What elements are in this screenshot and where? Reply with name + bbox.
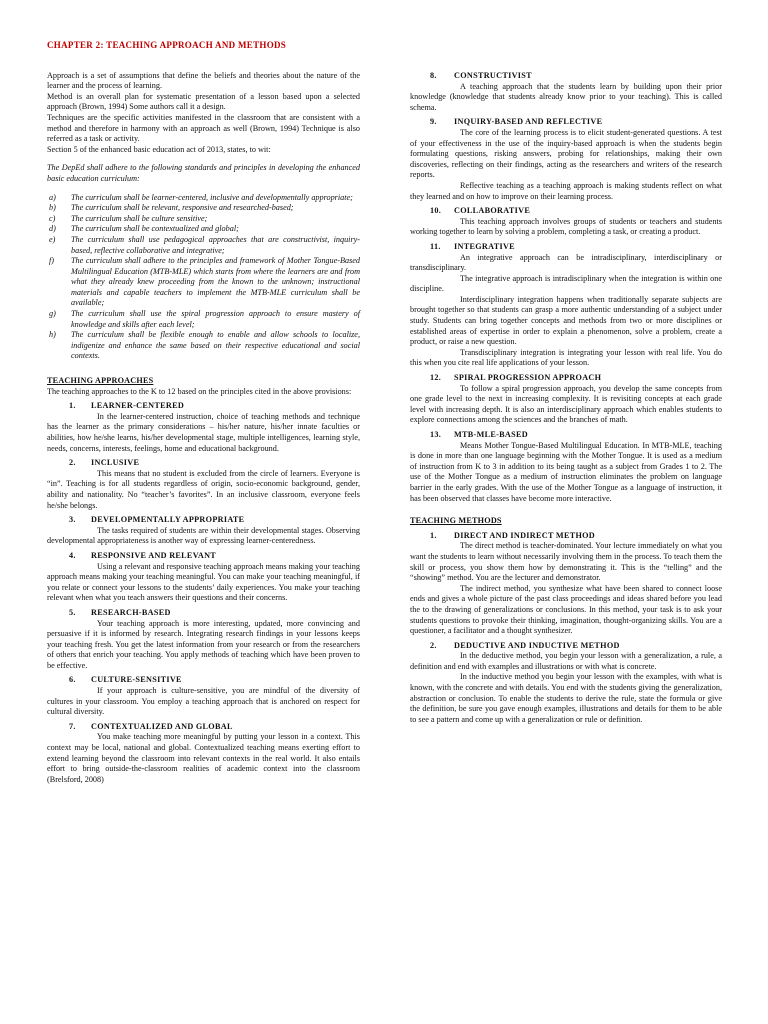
numbered-item <box>410 641 722 726</box>
item-paragraph: The core of the learning process is to elicit student-generated questions. A test of your effectiveness in the use of the inquiry-based approach is when the students begin formulating questions, risking answers, probing for relationships, making their own discoveries, reflecting on their findings, acting as the researchers and writers of the research reports. <box>410 127 722 180</box>
item-title: COLLABORATIVE <box>454 206 531 216</box>
numbered-item <box>47 608 360 672</box>
list-text: The curriculum shall be culture sensitive; <box>71 213 208 223</box>
numbered-item <box>47 551 360 604</box>
item-paragraph: Your teaching approach is more interesting, updated, more convincing and persuasive if it is informed by research. Integrating research findings in your lessons keeps your teaching fresh. You get the latest information from your research or from the researchers of others that enrich your teaching. You apply methods of teaching which have been proven to be effective. <box>47 618 360 670</box>
numbered-item <box>410 117 722 202</box>
item-number: 13. <box>430 430 442 439</box>
item-paragraph: Means Mother Tongue-Based Multilingual Education. In MTB-MLE, teaching is done in more than one language beginning with the Mother Tongue. It is used as a medium of instruction from K to 3 in addition to its being taught as a subject from Grades 1 to 2. The use of the Mother Tongue as a medium of instruction eliminates the problem on language barrier in the early grades. With the use of the Mother Tongue as a language of instruction, it has been observed that classes have become more interactive. <box>410 440 722 503</box>
item-paragraph: You make teaching more meaningful by putting your lesson in a context. This context may be local, national and global. Contextualized teaching means exerting effort to extend learning beyond the classroom into relevant contexts in the real world. It also entails effort to bring outside-the-classroom realities of academic context into the classroom (Brelsford, 2008) <box>47 732 360 784</box>
item-number: 9. <box>430 117 437 127</box>
list-item <box>47 224 360 235</box>
item-heading <box>47 675 360 686</box>
numbered-item <box>47 515 360 547</box>
item-number: 5. <box>69 607 76 617</box>
item-number: 6. <box>69 675 76 685</box>
list-text: The curriculum shall be learner-centered, inclusive and developmentally appropriate; <box>71 192 353 202</box>
chapter-title: CHAPTER 2: TEACHING APPROACH AND METHODS <box>47 40 287 50</box>
list-item <box>47 193 360 204</box>
list-letter: h) <box>49 330 56 340</box>
item-number: 8. <box>430 71 437 80</box>
list-item <box>47 330 360 362</box>
item-number: 12. <box>430 373 442 383</box>
item-paragraph: Using a relevant and responsive teaching approach means making your teaching approach means making your teaching meaningful. You can make your teaching meaningful, if you relate or connect your lessons to the students’ daily experiences. You make your teaching relevant when what you teach answers their questions and their concerns. <box>47 561 360 603</box>
numbered-item <box>410 206 722 238</box>
item-paragraph: This means that no student is excluded from the circle of learners. Everyone is “in”. Teaching is for all students regardless of origin, socio-economic background, gender, ability and nationality. No “teacher’s favorites”. In an inclusive classroom, everyone feels he/she belongs. <box>47 468 360 510</box>
list-text: The curriculum shall use the spiral progression approach to ensure mastery of knowledge and skills after each level; <box>71 309 360 329</box>
item-heading <box>47 722 360 733</box>
numbered-item <box>47 401 360 454</box>
item-heading <box>410 531 722 542</box>
numbered-item <box>410 71 722 113</box>
list-text: The curriculum shall be contextualized and global; <box>71 224 239 234</box>
left-column <box>47 40 360 785</box>
item-title: RESEARCH-BASED <box>91 607 171 617</box>
item-number: 1. <box>69 401 76 411</box>
approaches-intro: The teaching approaches to the K to 12 based on the principles cited in the above provisions: <box>47 386 352 396</box>
numbered-item <box>410 242 722 369</box>
item-paragraph: Reflective teaching as a teaching approach is making students reflect on what they learned and on how to improve on their learning process. <box>410 180 722 201</box>
item-number: 3. <box>69 515 76 525</box>
item-paragraph: A teaching approach that the students learn by building upon their prior knowledge (knowledge that students already know prior to your teaching). This is called schema. <box>410 81 722 112</box>
item-paragraph: If your approach is culture-sensitive, you are mindful of the diversity of cultures in your classroom. You employ a teaching approach that is anchored on respect for cultural diversity. <box>47 686 360 717</box>
item-paragraph: This teaching approach involves groups of students or teachers and students working together to learn by solving a problem, completing a task, or creating a product. <box>410 216 722 237</box>
standards-list <box>47 193 360 363</box>
item-title: SPIRAL PROGRESSION APPROACH <box>454 373 602 383</box>
item-title: DIRECT AND INDIRECT METHOD <box>454 530 596 540</box>
item-number: 10. <box>430 206 442 216</box>
list-item <box>47 214 360 225</box>
item-paragraph: In the inductive method you begin your lesson with the examples, with what is known, with the concrete and with details. You end with the students giving the generalization, abstraction or conclusion. To enable the students to derive the rule, state the formula or give the definition, be sure you gave enough examples, illustrations and details for them to be able to see a pattern and come up with a generalization or rule or definition. <box>410 672 722 724</box>
intro-paragraph: Approach is a set of assumptions that define the beliefs and theories about the nature of the learner and the process of learning. <box>47 70 360 91</box>
item-title: LEARNER-CENTERED <box>91 401 185 411</box>
item-paragraph: In the deductive method, you begin your lesson with a generalization, a rule, a definition and end with examples and illustrations or with what is concrete. <box>410 651 722 671</box>
item-title: DEVELOPMENTALLY APPROPRIATE <box>91 515 245 525</box>
item-paragraph: An integrative approach can be intradisciplinary, interdisciplinary or transdisciplinary. <box>410 252 722 273</box>
list-letter: a) <box>49 192 56 202</box>
item-title: INTEGRATIVE <box>454 241 515 251</box>
item-number: 2. <box>69 458 76 468</box>
numbered-item <box>410 531 722 637</box>
section-heading-approaches: TEACHING APPROACHES <box>47 376 154 386</box>
item-title: CULTURE-SENSITIVE <box>91 675 182 685</box>
item-heading <box>410 430 722 441</box>
item-heading <box>410 242 722 253</box>
list-item <box>47 203 360 214</box>
list-text: The curriculum shall be relevant, responsive and researched-based; <box>71 203 294 213</box>
item-paragraph: To follow a spiral progression approach, you develop the same concepts from one grade level to the next in increasing complexity. It is revisiting concepts at each grade level with increasing depth. It is also an interdisciplinary approach which enables students to explore connections among the sciences and the branches of math. <box>410 383 722 425</box>
item-title: RESPONSIVE AND RELEVANT <box>91 550 217 560</box>
intro-paragraph: Techniques are the specific activities manifested in the classroom that are consistent with a method and therefore in harmony with an approach as well (Brown, 1994) Technique is also referred as a task or activity. <box>47 112 360 144</box>
list-letter: b) <box>49 203 56 213</box>
intro-paragraph: Method is an overall plan for systematic presentation of a lesson based upon a selected approach (Brown, 1994) Some authors call it a design. <box>47 91 360 112</box>
item-title: MTB-MLE-BASED <box>454 430 528 439</box>
section-heading-methods: TEACHING METHODS <box>410 516 502 526</box>
list-item <box>47 235 360 256</box>
list-letter: d) <box>49 224 56 234</box>
item-heading <box>47 551 360 562</box>
item-paragraph: Transdisciplinary integration is integrating your lesson with real life. You do this when you cite real life applications of your lesson. <box>410 347 722 368</box>
item-title: CONTEXTUALIZED AND GLOBAL <box>91 721 233 731</box>
item-number: 2. <box>430 640 437 650</box>
deped-intro: The DepEd shall adhere to the following standards and principles in developing the enhanced basic education curriculum: <box>47 163 360 183</box>
list-item <box>47 309 360 330</box>
list-letter: e) <box>49 234 56 244</box>
item-number: 11. <box>430 241 441 251</box>
item-heading <box>47 458 360 469</box>
item-number: 4. <box>69 550 76 560</box>
item-title: INQUIRY-BASED AND REFLECTIVE <box>454 117 603 127</box>
item-heading <box>47 608 360 619</box>
list-item <box>47 256 360 309</box>
list-letter: f) <box>49 256 55 266</box>
item-paragraph: Interdisciplinary integration happens when traditionally separate subjects are brought together so that students can grasp a more authentic understanding of a subject under study. Students can bring together concepts and methods from two or more disciplines or established areas of expertise in order to explain a phenomenon, solve a problem, create a product, or raise a new question. <box>410 294 722 347</box>
item-heading <box>410 71 722 82</box>
item-heading <box>410 641 722 652</box>
item-title: INCLUSIVE <box>91 458 140 468</box>
item-heading <box>410 373 722 384</box>
list-text: The curriculum shall be flexible enough to enable and allow schools to localize, indigenize and enhance the same based on their respective educational and social contexts. <box>71 330 360 361</box>
item-number: 1. <box>430 530 437 540</box>
numbered-item <box>47 722 360 786</box>
numbered-item <box>410 430 722 504</box>
item-heading <box>410 117 722 128</box>
item-paragraph: The integrative approach is intradisciplinary when the integration is within one discipline. <box>410 273 722 294</box>
item-heading <box>410 206 722 217</box>
right-column <box>410 67 722 725</box>
numbered-item <box>47 675 360 717</box>
item-number: 7. <box>69 721 76 731</box>
intro-paragraph: Section 5 of the enhanced basic education act of 2013, states, to wit: <box>47 144 271 154</box>
item-paragraph: In the learner-centered instruction, choice of teaching methods and technique has the learner as the primary considerations – his/her nature, his/her innate faculties or abilities, how he/she learns, his/her developmental stage, multiple intelligences, learning style, needs, concerns, interests, feelings, home and educational background. <box>47 411 360 453</box>
list-text: The curriculum shall adhere to the principles and framework of Mother Tongue-Based Multilingual Education (MTB-MLE) which starts from where the learners are and from what they already knew proceeding from the known to the unknown; instructional materials and capable teachers to implement the MTB-MLE curriculum shall be available; <box>71 256 360 308</box>
item-paragraph: The tasks required of students are within their developmental stages. Observing developmental appropriateness is another way of expressing learner-centeredness. <box>47 525 360 546</box>
item-paragraph: The indirect method, you synthesize what have been shared to connect loose ends and gives a whole picture of the past class proceedings and ideas shared before you lead the to the drawing of generalizations or conclusions. In this method, your task is to ask your students questions to provoke their thinking, imagination, thought-organizing skills. You are a questioner, a facilitator and a thought synthesizer. <box>410 583 722 636</box>
list-letter: g) <box>49 309 56 319</box>
numbered-item <box>47 458 360 511</box>
item-paragraph: The direct method is teacher-dominated. Your lecture immediately on what you want the students to learn without necessarily involving them in the process. To teach them the skill or process, you show them how by demonstrating it. This is the “telling” and the “showing” method. You are the lecturer and demonstrator. <box>410 541 722 583</box>
item-title: DEDUCTIVE AND INDUCTIVE METHOD <box>454 640 620 650</box>
item-title: CONSTRUCTIVIST <box>454 71 532 80</box>
numbered-item <box>410 373 722 426</box>
list-text: The curriculum shall use pedagogical approaches that are constructivist, inquiry-based, reflective collaborative and integrative; <box>71 234 360 255</box>
item-heading <box>47 515 360 526</box>
item-heading <box>47 401 360 412</box>
list-letter: c) <box>49 213 56 223</box>
